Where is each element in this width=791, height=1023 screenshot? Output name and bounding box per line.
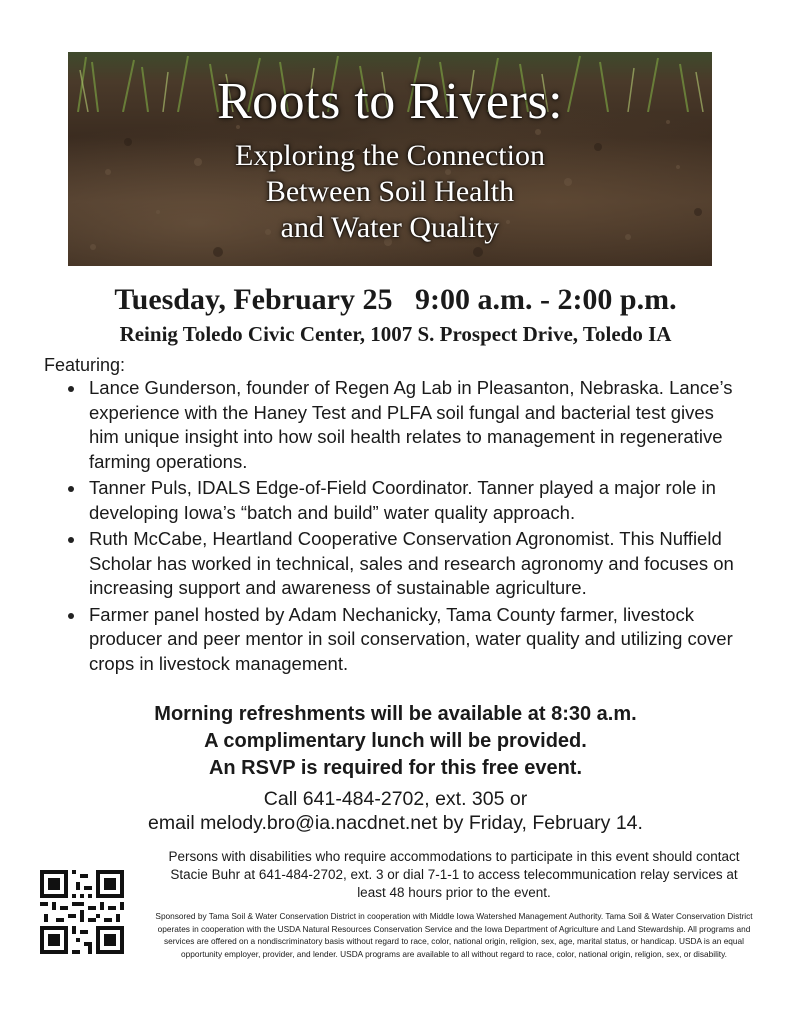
- speaker-text: Tanner Puls, IDALS Edge-of-Field Coordinator. Tanner played a major role in developing Iowa’s “batch and build” water quality approach.: [89, 477, 716, 523]
- refreshments-note: Morning refreshments will be available at 8:30 a.m.: [154, 703, 637, 725]
- lunch-note: A complimentary lunch will be provided.: [204, 730, 587, 752]
- accessibility-note: Persons with disabilities who require accommodations to participate in this event should contact Stacie Buhr at 641-484-2702, ext. 3 or dial 7-1-1 to access telecommunication relay services at least 48 hours prior to the event.: [168, 849, 740, 900]
- call-line: Call 641-484-2702, ext. 305 or: [263, 788, 528, 810]
- speaker-item: [66, 527, 746, 601]
- event-title: Roots to Rivers:: [216, 73, 564, 130]
- speaker-item: [66, 603, 746, 677]
- speaker-text: Lance Gunderson, founder of Regen Ag Lab in Pleasanton, Nebraska. Lance’s experience with the Haney Test and PLFA soil fungal and bacterial test gives him unique insight into how soil health relates to management in regenerative farming operations.: [89, 377, 733, 472]
- bullet-icon: [68, 537, 74, 543]
- speaker-item: [66, 476, 746, 525]
- speaker-text: Ruth McCabe, Heartland Cooperative Conservation Agronomist. This Nuffield Scholar has worked in technical, sales and research agronomy and focuses on increasing support and awareness of sustainable agriculture.: [89, 528, 734, 598]
- event-subtitle-line-2: Between Soil Health: [265, 175, 515, 208]
- bullet-icon: [68, 386, 74, 392]
- speaker-text: Farmer panel hosted by Adam Nechanicky, Tama County farmer, livestock producer and peer mentor in soil conservation, water quality and utilizing cover crops in livestock management.: [89, 603, 733, 674]
- event-subtitle-line-3: and Water Quality: [280, 211, 500, 244]
- event-date-time: Tuesday, February 25 9:00 a.m. - 2:00 p.m.: [114, 283, 677, 316]
- featuring-label: Featuring:: [44, 355, 126, 375]
- rsvp-note: An RSVP is required for this free event.: [208, 757, 583, 779]
- email-line[interactable]: email melody.bro@ia.nacdnet.net by Friday, February 14.: [148, 812, 643, 834]
- banner-image: [68, 52, 712, 266]
- sponsor-note: Sponsored by Tama Soil & Water Conservation District in cooperation with Middle Iowa Watershed Management Authority. Tama Soil & Water Conservation District operates in cooperation with the USDA Natural Resources Conservation Service and the Iowa Department of Agriculture and Land Stewardship. All programs and services are offered on a nondiscriminatory basis without regard to race, color, national origin, religion, sex, age, marital status, or handicap. USDA is an equal opportunity employer, provider, and lender. USDA programs are available to all without regard to race, color, national origin, religion, sex, or disability.: [155, 911, 753, 959]
- bullet-icon: [68, 613, 74, 619]
- speaker-item: [66, 376, 746, 474]
- qr-code-icon[interactable]: [40, 870, 124, 954]
- speaker-list: [66, 376, 746, 678]
- event-subtitle-line-1: Exploring the Connection: [235, 139, 545, 172]
- bullet-icon: [68, 486, 74, 492]
- event-venue: Reinig Toledo Civic Center, 1007 S. Prospect Drive, Toledo IA: [119, 322, 672, 346]
